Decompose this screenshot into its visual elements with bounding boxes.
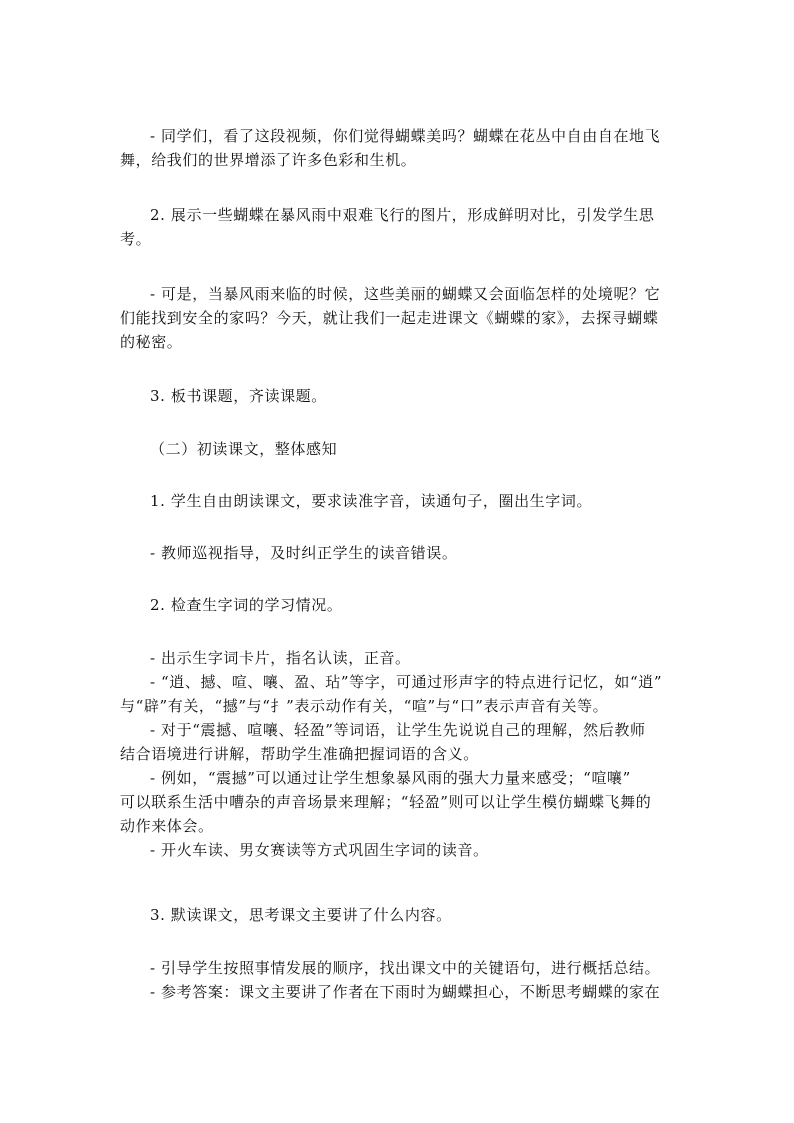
text-line: - 同学们，看了这段视频，你们觉得蝴蝶美吗？蝴蝶在花丛中自由自在地飞 bbox=[150, 127, 661, 145]
paragraph-video-question bbox=[120, 124, 680, 172]
paragraph-teacher-guidance bbox=[120, 541, 680, 565]
paragraph-summary-guidance bbox=[120, 956, 680, 1004]
text-line: - “逍、撼、喧、嚷、盈、玷”等字，可通过形声字的特点进行记忆，如“逍” bbox=[150, 673, 663, 691]
paragraph-free-reading bbox=[120, 489, 680, 513]
paragraph-storm-question bbox=[120, 282, 680, 354]
text-line: - 开火车读、男女赛读等方式巩固生字词的读音。 bbox=[150, 841, 489, 859]
paragraph-word-cards bbox=[120, 646, 680, 862]
section-heading-first-reading bbox=[120, 437, 680, 461]
text-line: 3. 板书课题，齐读课题。 bbox=[150, 387, 327, 405]
text-line: 与“辟”有关，“撼”与“扌”表示动作有关，“喧”与“口”表示声音有关等。 bbox=[120, 697, 609, 715]
paragraph-step-2-show-pictures bbox=[120, 203, 680, 251]
text-line: 1. 学生自由朗读课文，要求读准字音，读通句子，圈出生字词。 bbox=[150, 492, 593, 510]
text-line: 结合语境进行讲解，帮助学生准确把握词语的含义。 bbox=[120, 745, 479, 763]
text-line: 考。 bbox=[120, 230, 152, 248]
text-line: 们能找到安全的家吗？今天，就让我们一起走进课文《蝴蝶的家》，去探寻蝴蝶 bbox=[120, 309, 659, 327]
paragraph-step-3-title bbox=[120, 384, 680, 408]
text-line: 2. 展示一些蝴蝶在暴风雨中艰难飞行的图片，形成鲜明对比，引发学生思 bbox=[150, 206, 655, 224]
text-line: 舞，给我们的世界增添了许多色彩和生机。 bbox=[120, 151, 417, 169]
text-line: 3. 默读课文，思考课文主要讲了什么内容。 bbox=[150, 906, 452, 924]
text-line: - 引导学生按照事情发展的顺序，找出课文中的关键语句，进行概括总结。 bbox=[150, 959, 661, 977]
text-line: 可以联系生活中嘈杂的声音场景来理解；“轻盈”则可以让学生模仿蝴蝶飞舞的 bbox=[120, 793, 652, 811]
text-line: - 参考答案：课文主要讲了作者在下雨时为蝴蝶担心，不断思考蝴蝶的家在 bbox=[150, 983, 661, 1001]
text-line: 动作来体会。 bbox=[120, 817, 214, 835]
paragraph-silent-reading bbox=[120, 903, 680, 927]
text-line: 2. 检查生字词的学习情况。 bbox=[150, 596, 343, 614]
text-line: - 例如，“震撼”可以通过让学生想象暴风雨的强大力量来感受；“喧嚷” bbox=[150, 769, 631, 787]
text-line: - 可是，当暴风雨来临的时候，这些美丽的蝴蝶又会面临怎样的处境呢？它 bbox=[150, 285, 661, 303]
paragraph-check-words bbox=[120, 593, 680, 617]
text-line: - 出示生字词卡片，指名认读，正音。 bbox=[150, 649, 411, 667]
section-heading: （二）初读课文，整体感知 bbox=[150, 440, 338, 458]
text-line: - 对于“震撼、喧嚷、轻盈”等词语，让学生先说说自己的理解，然后教师 bbox=[150, 721, 646, 739]
text-line: 的秘密。 bbox=[120, 333, 183, 351]
text-line: - 教师巡视指导，及时纠正学生的读音错误。 bbox=[150, 544, 458, 562]
